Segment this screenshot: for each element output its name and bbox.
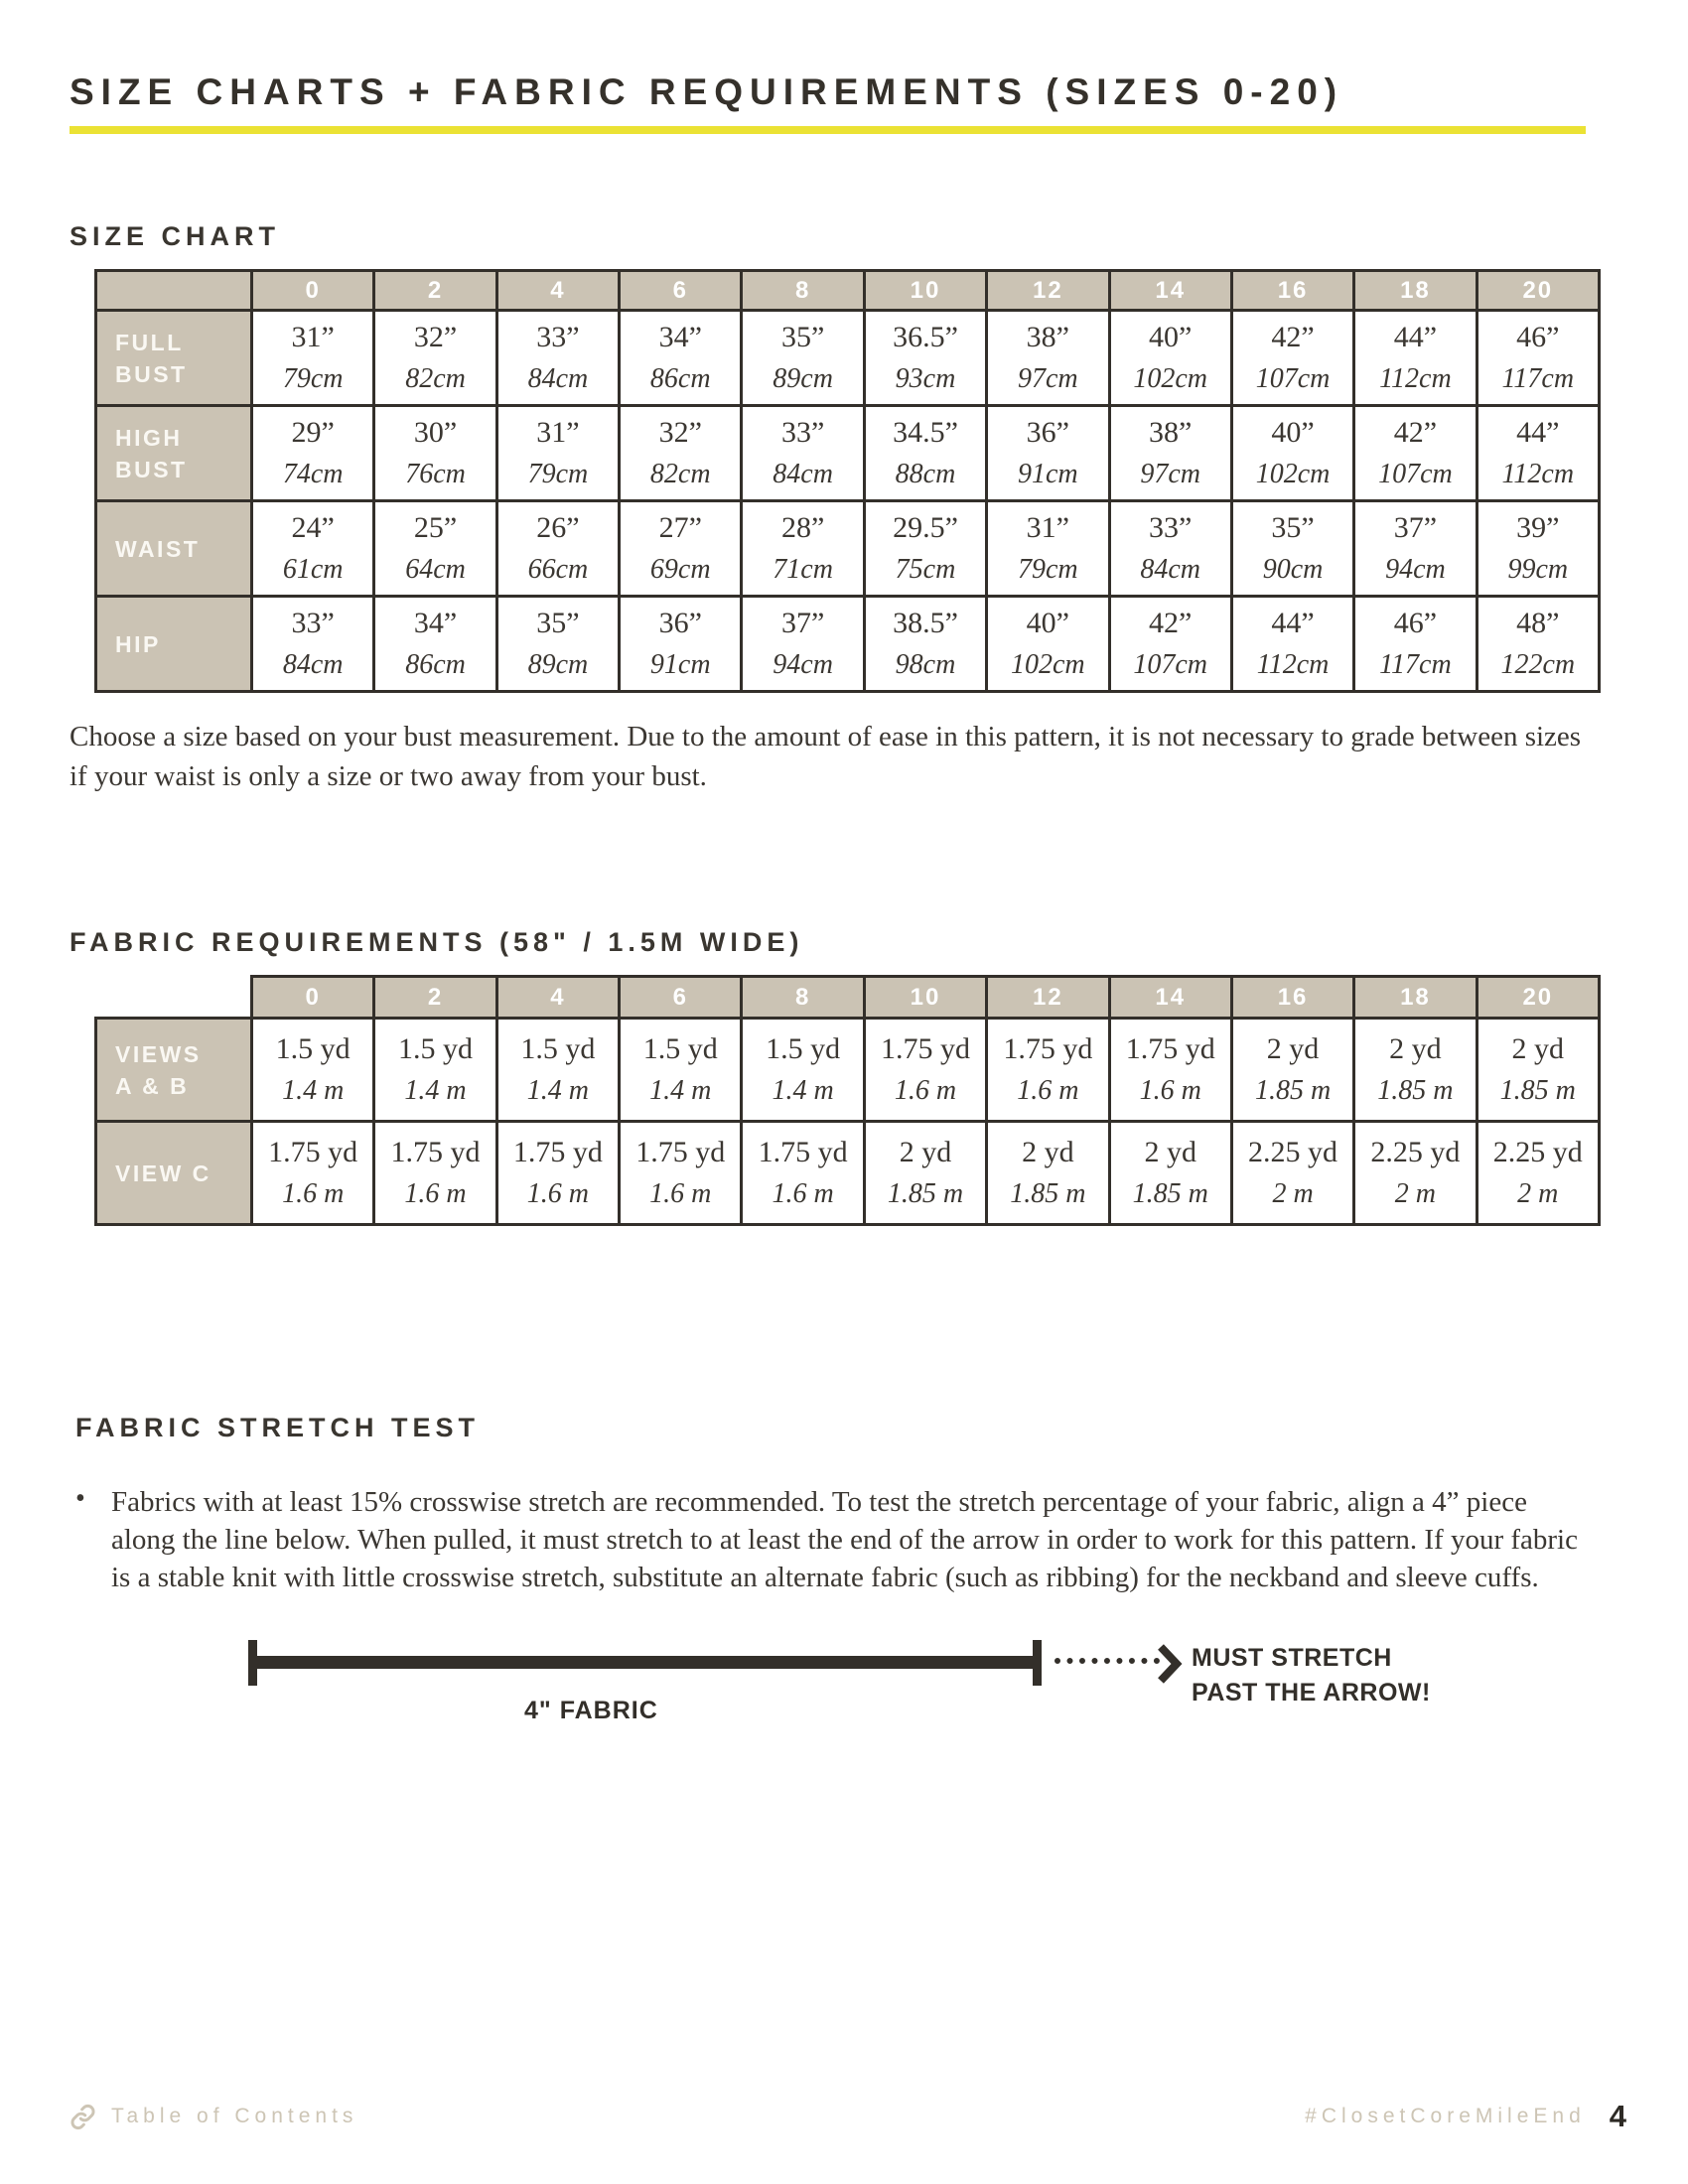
hashtag-label: #ClosetCoreMileEnd [1305, 2105, 1586, 2127]
measurement-cell: 42” 107cm [1354, 406, 1477, 501]
measurement-cell: 35” 90cm [1231, 501, 1353, 597]
measurement-cell: 2 yd 1.85 m [1231, 1019, 1353, 1122]
measurement-cell: 29.5” 75cm [864, 501, 986, 597]
row-label: WAIST [96, 501, 252, 597]
size-column-header: 2 [374, 977, 496, 1019]
measurement-cell: 33” 84cm [496, 311, 619, 406]
row-label: HIP [96, 597, 252, 692]
measurement-cell: 48” 122cm [1477, 597, 1599, 692]
measurement-cell: 2.25 yd 2 m [1477, 1122, 1599, 1225]
size-column-header: 0 [252, 977, 374, 1019]
table-row [96, 311, 1600, 406]
measurement-cell: 1.75 yd 1.6 m [374, 1122, 496, 1225]
measurement-cell: 44” 112cm [1354, 311, 1477, 406]
size-column-header: 16 [1231, 271, 1353, 311]
size-chart-table [94, 269, 1601, 693]
measurement-cell: 2.25 yd 2 m [1231, 1122, 1353, 1225]
row-label: HIGH BUST [96, 406, 252, 501]
measurement-cell: 2 yd 1.85 m [1109, 1122, 1231, 1225]
stretch-arrow-label-line2: PAST THE ARROW! [1192, 1679, 1431, 1706]
measurement-cell: 1.5 yd 1.4 m [742, 1019, 864, 1122]
size-column-header: 14 [1109, 271, 1231, 311]
measurement-cell: 1.75 yd 1.6 m [742, 1122, 864, 1225]
table-corner-cell [96, 977, 252, 1019]
size-column-header: 4 [496, 271, 619, 311]
measurement-cell: 31” 79cm [252, 311, 374, 406]
stretch-test-diagram [248, 1640, 1584, 1769]
measurement-cell: 28” 71cm [742, 501, 864, 597]
size-column-header: 12 [987, 977, 1109, 1019]
stretch-test-bullet-item [70, 1483, 1584, 1596]
table-corner-cell [96, 271, 252, 311]
measurement-cell: 37” 94cm [1354, 501, 1477, 597]
measurement-cell: 40” 102cm [1231, 406, 1353, 501]
row-label: VIEW C [96, 1122, 252, 1225]
page-title: SIZE CHARTS + FABRIC REQUIREMENTS (SIZES 0-20) [70, 71, 1344, 112]
measurement-cell: 2.25 yd 2 m [1354, 1122, 1477, 1225]
measurement-cell: 46” 117cm [1354, 597, 1477, 692]
measurement-cell: 35” 89cm [496, 597, 619, 692]
size-column-header: 8 [742, 271, 864, 311]
measurement-cell: 31” 79cm [987, 501, 1109, 597]
measurement-cell: 1.75 yd 1.6 m [496, 1122, 619, 1225]
measurement-cell: 1.75 yd 1.6 m [987, 1019, 1109, 1122]
measurement-cell: 44” 112cm [1231, 597, 1353, 692]
table-row [96, 1122, 1600, 1225]
page-number: 4 [1609, 2099, 1626, 2133]
title-accent-rule [70, 126, 1586, 134]
line-end-cap [1033, 1640, 1042, 1686]
size-chart-note: Choose a size based on your bust measurement. Due to the amount of ease in this pattern, it is not necessary to grade between sizes if your waist is only a size or two away from your bust. [70, 721, 1582, 792]
bullet-marker: • [75, 1483, 85, 1514]
size-column-header: 10 [864, 271, 986, 311]
stretch-arrow-label [1192, 1641, 1431, 1710]
measurement-cell: 2 yd 1.85 m [864, 1122, 986, 1225]
measurement-cell: 24” 61cm [252, 501, 374, 597]
measurement-cell: 38” 97cm [987, 311, 1109, 406]
measurement-cell: 38.5” 98cm [864, 597, 986, 692]
table-row [96, 406, 1600, 501]
measurement-cell: 27” 69cm [620, 501, 742, 597]
stretch-test-text: Fabrics with at least 15% crosswise stretch are recommended. To test the stretch percentage of your fabric, align a 4” piece along the line below. When pulled, it must stretch to at least the end of the arrow in order to work for this pattern. If your fabric is a stable knit with little crosswise stretch, substitute an alternate fabric (such as ribbing) for the neckband and sleeve cuffs. [111, 1486, 1578, 1593]
size-column-header: 6 [620, 977, 742, 1019]
size-column-header: 20 [1477, 271, 1599, 311]
fabric-requirements-table [94, 975, 1601, 1226]
size-column-header: 20 [1477, 977, 1599, 1019]
size-column-header: 0 [252, 271, 374, 311]
size-column-header: 4 [496, 977, 619, 1019]
measurement-cell: 37” 94cm [742, 597, 864, 692]
measurement-cell: 36” 91cm [620, 597, 742, 692]
table-row [96, 501, 1600, 597]
measurement-cell: 1.5 yd 1.4 m [252, 1019, 374, 1122]
measurement-cell: 26” 66cm [496, 501, 619, 597]
stretch-arrow-label-line1: MUST STRETCH [1192, 1644, 1392, 1672]
stretch-test-heading: FABRIC STRETCH TEST [75, 1413, 481, 1442]
measurement-cell: 40” 102cm [1109, 311, 1231, 406]
measurement-cell: 1.75 yd 1.6 m [864, 1019, 986, 1122]
measurement-cell: 34” 86cm [374, 597, 496, 692]
row-label: FULL BUST [96, 311, 252, 406]
size-header-row [96, 977, 1600, 1019]
size-column-header: 18 [1354, 977, 1477, 1019]
link-icon [70, 2104, 96, 2130]
measurement-cell: 31” 79cm [496, 406, 619, 501]
measurement-cell: 1.5 yd 1.4 m [620, 1019, 742, 1122]
measurement-cell: 2 yd 1.85 m [1354, 1019, 1477, 1122]
measurement-cell: 40” 102cm [987, 597, 1109, 692]
measurement-cell: 1.75 yd 1.6 m [620, 1122, 742, 1225]
measurement-cell: 2 yd 1.85 m [1477, 1019, 1599, 1122]
size-column-header: 16 [1231, 977, 1353, 1019]
size-header-row [96, 271, 1600, 311]
size-column-header: 6 [620, 271, 742, 311]
fabric-line-label: 4" FABRIC [524, 1697, 658, 1724]
measurement-cell: 36” 91cm [987, 406, 1109, 501]
measurement-cell: 1.75 yd 1.6 m [1109, 1019, 1231, 1122]
measurement-cell: 32” 82cm [620, 406, 742, 501]
size-column-header: 8 [742, 977, 864, 1019]
measurement-cell: 1.75 yd 1.6 m [252, 1122, 374, 1225]
size-column-header: 12 [987, 271, 1109, 311]
measurement-cell: 39” 99cm [1477, 501, 1599, 597]
measurement-cell: 33” 84cm [742, 406, 864, 501]
fabric-requirements-heading: FABRIC REQUIREMENTS (58" / 1.5M WIDE) [70, 927, 804, 957]
table-row [96, 597, 1600, 692]
arrow-right-icon [1156, 1643, 1183, 1685]
fabric-test-line [248, 1656, 1042, 1669]
measurement-cell: 36.5” 93cm [864, 311, 986, 406]
measurement-cell: 34.5” 88cm [864, 406, 986, 501]
measurement-cell: 33” 84cm [1109, 501, 1231, 597]
measurement-cell: 25” 64cm [374, 501, 496, 597]
measurement-cell: 30” 76cm [374, 406, 496, 501]
measurement-cell: 32” 82cm [374, 311, 496, 406]
measurement-cell: 2 yd 1.85 m [987, 1122, 1109, 1225]
table-of-contents-link[interactable] [70, 2104, 357, 2130]
size-column-header: 10 [864, 977, 986, 1019]
measurement-cell: 29” 74cm [252, 406, 374, 501]
measurement-cell: 1.5 yd 1.4 m [496, 1019, 619, 1122]
table-of-contents-label: Table of Contents [111, 2105, 358, 2127]
page-footer [70, 2099, 1626, 2134]
measurement-cell: 46” 117cm [1477, 311, 1599, 406]
size-column-header: 18 [1354, 271, 1477, 311]
measurement-cell: 1.5 yd 1.4 m [374, 1019, 496, 1122]
measurement-cell: 35” 89cm [742, 311, 864, 406]
size-column-header: 14 [1109, 977, 1231, 1019]
measurement-cell: 34” 86cm [620, 311, 742, 406]
size-chart-heading: SIZE CHART [70, 221, 280, 251]
stretch-dotted-line [1055, 1658, 1160, 1664]
size-column-header: 2 [374, 271, 496, 311]
measurement-cell: 33” 84cm [252, 597, 374, 692]
measurement-cell: 42” 107cm [1109, 597, 1231, 692]
footer-right [1305, 2099, 1626, 2134]
measurement-cell: 44” 112cm [1477, 406, 1599, 501]
measurement-cell: 38” 97cm [1109, 406, 1231, 501]
measurement-cell: 42” 107cm [1231, 311, 1353, 406]
row-label: VIEWS A & B [96, 1019, 252, 1122]
table-row [96, 1019, 1600, 1122]
